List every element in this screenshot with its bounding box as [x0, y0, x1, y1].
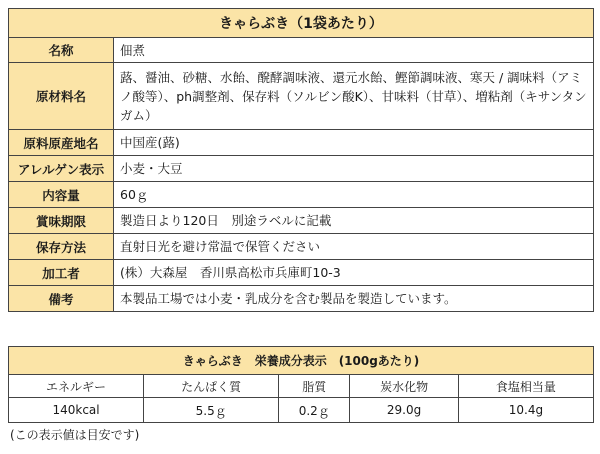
label-key-content: 内容量: [9, 182, 114, 208]
label-row: [9, 156, 594, 182]
label-key-ingredients: 原材料名: [9, 63, 114, 130]
nutrition-table: [8, 346, 594, 423]
label-value-content: 60ｇ: [114, 182, 594, 208]
label-row: [9, 234, 594, 260]
label-row: [9, 286, 594, 312]
nutrition-header-energy: エネルギー: [9, 375, 144, 398]
label-key-origin: 原料原産地名: [9, 130, 114, 156]
nutrition-header-carbs: 炭水化物: [350, 375, 459, 398]
label-row: [9, 38, 594, 63]
label-value-storage: 直射日光を避け常温で保管ください: [114, 234, 594, 260]
food-label-table: [8, 8, 594, 312]
label-value-notes: 本製品工場では小麦・乳成分を含む製品を製造しています。: [114, 286, 594, 312]
nutrition-value-fat: 0.2ｇ: [279, 398, 350, 423]
label-value-allergen: 小麦・大豆: [114, 156, 594, 182]
label-row: [9, 182, 594, 208]
nutrition-value-protein: 5.5ｇ: [144, 398, 279, 423]
label-key-expiry: 賞味期限: [9, 208, 114, 234]
nutrition-value-carbs: 29.0g: [350, 398, 459, 423]
label-key-allergen: アレルゲン表示: [9, 156, 114, 182]
nutrition-title: きゃらぶき 栄養成分表示 (100gあたり): [9, 347, 594, 375]
label-row: [9, 208, 594, 234]
label-value-expiry: 製造日より120日 別途ラベルに記載: [114, 208, 594, 234]
nutrition-value-energy: 140kcal: [9, 398, 144, 423]
nutrition-header-protein: たんぱく質: [144, 375, 279, 398]
label-value-name: 佃煮: [114, 38, 594, 63]
label-key-name: 名称: [9, 38, 114, 63]
label-row: [9, 260, 594, 286]
nutrition-header-salt: 食塩相当量: [458, 375, 593, 398]
label-row: [9, 63, 594, 130]
label-value-origin: 中国産(蕗): [114, 130, 594, 156]
nutrition-value-salt: 10.4g: [458, 398, 593, 423]
label-value-ingredients: 蕗、醤油、砂糖、水飴、醗酵調味液、還元水飴、鰹節調味液、寒天 / 調味料（アミノ酸等）、ph調整剤、保存料（ソルビン酸K）、甘味料（甘草）、増粘剤（キサンタンガム）: [114, 63, 594, 130]
label-key-storage: 保存方法: [9, 234, 114, 260]
label-key-notes: 備考: [9, 286, 114, 312]
label-value-processor: (株）大森屋 香川県高松市兵庫町10-3: [114, 260, 594, 286]
nutrition-header-fat: 脂質: [279, 375, 350, 398]
nutrition-value-row: [9, 398, 594, 423]
nutrition-header-row: [9, 375, 594, 398]
label-row: [9, 130, 594, 156]
footnote: (この表示値は目安です): [10, 428, 140, 442]
label-title: きゃらぶき（1袋あたり）: [9, 9, 594, 38]
label-key-processor: 加工者: [9, 260, 114, 286]
